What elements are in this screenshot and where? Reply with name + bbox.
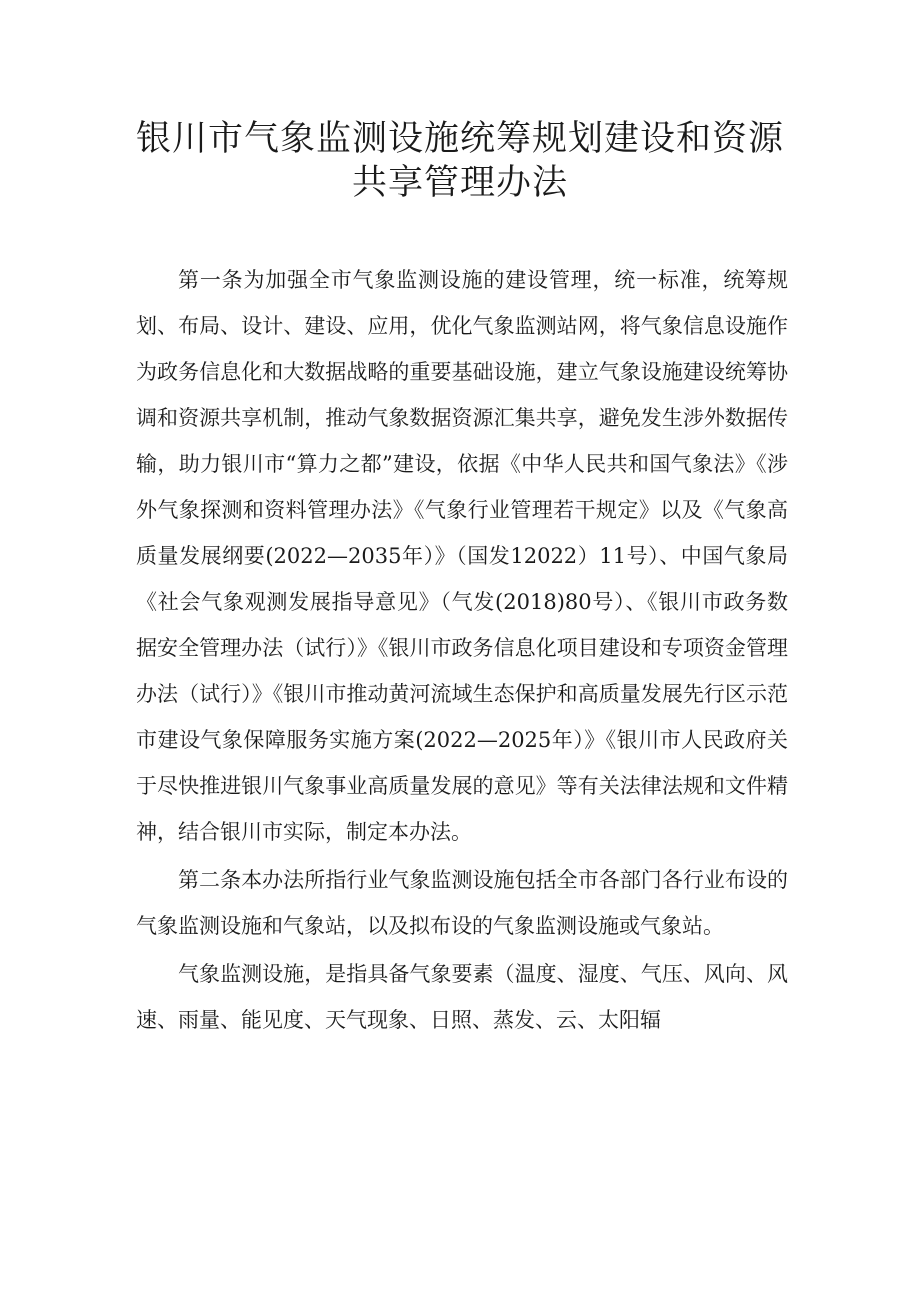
definition-paragraph: 气象监测设施，是指具备气象要素（温度、湿度、气压、风向、风速、雨量、能见度、天气现象、日照、蒸发、云、太阳辐 xyxy=(136,962,788,1032)
document-title-line-2: 共享管理办法 xyxy=(351,163,568,203)
article-2-paragraph: 第二条本办法所指行业气象监测设施包括全市各部门各行业布设的气象监测设施和气象站，以及拟布设的气象监测设施或气象站。 xyxy=(136,868,788,938)
document-body xyxy=(136,257,788,1043)
document-title-line-1: 银川市气象监测设施统筹规划建设和资源 xyxy=(135,119,784,159)
article-1-paragraph: 第一条为加强全市气象监测设施的建设管理，统一标准，统筹规划、布局、设计、建设、应用，优化气象监测站网，将气象信息设施作为政务信息化和大数据战略的重要基础设施，建立气象设施建设统筹协调和资源共享机制，推动气象数据资源汇集共享，避免发生涉外数据传输，助力银川市“算力之都”建设，依据《中华人民共和国气象法》《涉外气象探测和资料管理办法》《气象行业管理若干规定》以及《气象高质量发展纲要(2022—2035年）》（国发12022）11号）、中国气象局《社会气象观测发展指导意见》（气发(2018)80号）、《银川市政务数据安全管理办法（试行）》《银川市政务信息化项目建设和专项资金管理办法（试行）》《银川市推动黄河流域生态保护和高质量发展先行区示范市建设气象保障服务实施方案(2022—2025年）》《银川市人民政府关于尽快推进银川气象事业高质量发展的意见》等有关法律法规和文件精神，结合银川市实际，制定本办法。 xyxy=(136,268,788,844)
